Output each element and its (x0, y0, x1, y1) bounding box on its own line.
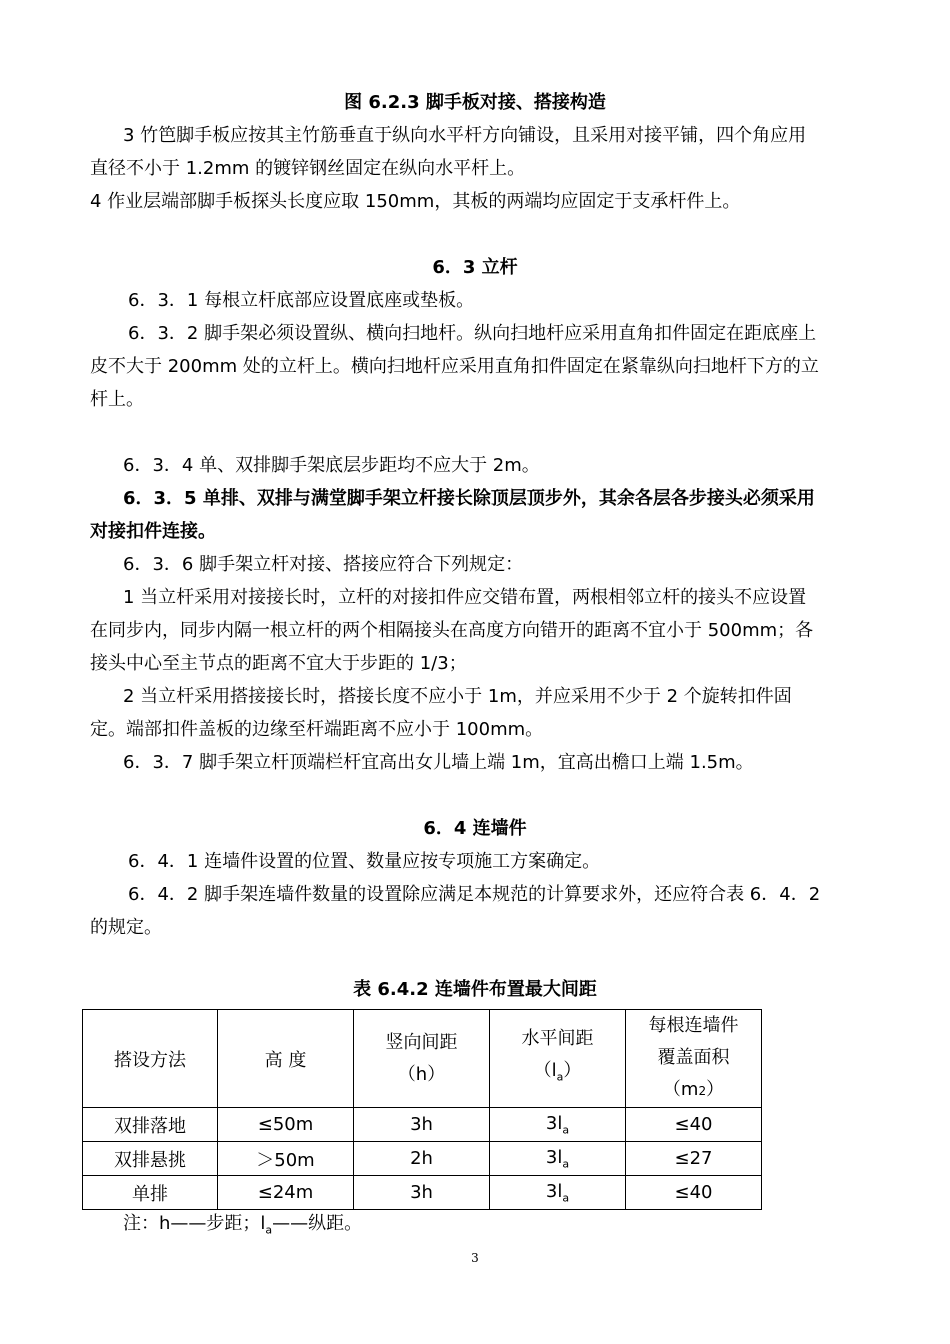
cell-method: 单排 (83, 1176, 218, 1210)
text-line: 直径不小于 1.2mm 的镀锌钢丝固定在纵向水平杆上。 (90, 158, 526, 179)
text-line: 6．4．2 脚手架连墙件数量的设置除应满足本规范的计算要求外，还应符合表 6．4．2 (128, 884, 821, 905)
text-line: 6．3．5 单排、双排与满堂脚手架立杆接长除顶层顶步外，其余各层各步接头必须采用 (123, 488, 815, 509)
text-line: 6．3．2 脚手架必须设置纵、横向扫地杆。纵向扫地杆应采用直角扣件固定在距底座上 (128, 323, 817, 344)
cell-method: 双排落地 (83, 1108, 218, 1142)
text-line: 接头中心至主节点的距离不宜大于步距的 1/3； (90, 653, 467, 674)
paragraph-4: 4 作业层端部脚手板探头长度应取 150mm，其板的两端均应固定于支承杆件上。 (90, 191, 741, 212)
unit-text: （l (533, 1060, 557, 1082)
text-line: 皮不大于 200mm 处的立杆上。横向扫地杆应采用直角扣件固定在紧靠纵向扫地杆下方的立 (90, 356, 819, 377)
cell-area: ≤40 (626, 1108, 762, 1142)
text-line: 对接扣件连接。 (90, 521, 216, 542)
clause-6-4-1: 6．4．1 连墙件设置的位置、数量应按专项施工方案确定。 (128, 851, 601, 872)
unit-text: ） (563, 1060, 582, 1082)
cell-vertical: 3h (354, 1176, 490, 1210)
table-row (83, 1142, 762, 1176)
text-line: 3 竹笆脚手板应按其主竹筋垂直于纵向水平杆方向铺设，且采用对接平铺，四个角应用 (123, 125, 807, 146)
table-caption: 表 6.4.2 连墙件布置最大间距 (353, 979, 597, 1000)
section-heading-6-3: 6．3 立杆 (432, 257, 518, 278)
cell-text: 3l (545, 1146, 563, 1168)
table-header-row (83, 1010, 762, 1108)
unit-superscript: 2 (698, 1084, 707, 1098)
cell-area: ≤40 (626, 1176, 762, 1210)
cell-height: ＞50m (218, 1142, 354, 1176)
header-horizontal (490, 1010, 626, 1108)
header-height (218, 1010, 354, 1108)
cell-vertical: 2h (354, 1142, 490, 1176)
cell-text: 3l (545, 1180, 563, 1202)
cell-method: 双排悬挑 (83, 1142, 218, 1176)
table-note (123, 1213, 362, 1242)
header-text: 竖向间距 (385, 1031, 458, 1053)
header-text: 覆盖面积 (657, 1047, 730, 1068)
cell-height: ≤24m (218, 1176, 354, 1210)
figure-caption: 图 6.2.3 脚手板对接、搭接构造 (344, 92, 606, 113)
header-unit (490, 1055, 625, 1094)
header-vertical (354, 1010, 490, 1108)
table-row (83, 1176, 762, 1210)
unit-text: （m (662, 1079, 699, 1100)
text-line: 定。端部扣件盖板的边缘至杆端距离不应小于 100mm。 (90, 719, 544, 740)
text-line: 杆上。 (90, 389, 144, 410)
unit-subscript: a (556, 1070, 564, 1084)
header-text: 每根连墙件 (648, 1015, 739, 1036)
cell-horizontal (490, 1142, 626, 1176)
cell-area: ≤27 (626, 1142, 762, 1176)
header-method (83, 1010, 218, 1108)
header-unit (626, 1074, 761, 1107)
cell-horizontal (490, 1108, 626, 1142)
header-text: 高 度 (264, 1049, 307, 1071)
cell-text: 3l (545, 1112, 563, 1134)
note-text: ——纵距。 (272, 1213, 363, 1234)
clause-6-3-4: 6．3．4 单、双排脚手架底层步距均不应大于 2m。 (123, 455, 540, 476)
cell-vertical: 3h (354, 1108, 490, 1142)
header-unit: （h） (397, 1063, 446, 1085)
cell-subscript: a (562, 1123, 570, 1137)
cell-subscript: a (562, 1157, 570, 1171)
section-heading-6-4: 6．4 连墙件 (423, 818, 527, 839)
page-number: 3 (471, 1251, 479, 1265)
clause-6-3-7: 6．3．7 脚手架立杆顶端栏杆宜高出女儿墙上端 1m，宜高出檐口上端 1.5m。 (123, 752, 754, 773)
text-line: 的规定。 (90, 917, 162, 938)
table-row (83, 1108, 762, 1142)
unit-text: ） (706, 1079, 725, 1100)
clause-6-3-6: 6．3．6 脚手架立杆对接、搭接应符合下列规定： (123, 554, 524, 575)
clause-6-3-1: 6．3．1 每根立杆底部应设置底座或垫板。 (128, 290, 475, 311)
note-text: 注：h——步距；l (123, 1213, 266, 1234)
text-line: 2 当立杆采用搭接接长时，搭接长度不应小于 1m，并应采用不少于 2 个旋转扣件固 (123, 686, 792, 707)
spacing-table (82, 1009, 762, 1210)
cell-height: ≤50m (218, 1108, 354, 1142)
cell-horizontal (490, 1176, 626, 1210)
cell-subscript: a (562, 1191, 570, 1205)
header-text: 水平间距 (521, 1028, 594, 1050)
header-text: 搭设方法 (114, 1049, 186, 1071)
note-subscript: a (265, 1223, 273, 1237)
header-area (626, 1010, 762, 1108)
text-line: 在同步内，同步内隔一根立杆的两个相隔接头在高度方向错开的距离不宜小于 500mm；各 (90, 620, 814, 641)
text-line: 1 当立杆采用对接接长时，立杆的对接扣件应交错布置，两根相邻立杆的接头不应设置 (123, 587, 807, 608)
